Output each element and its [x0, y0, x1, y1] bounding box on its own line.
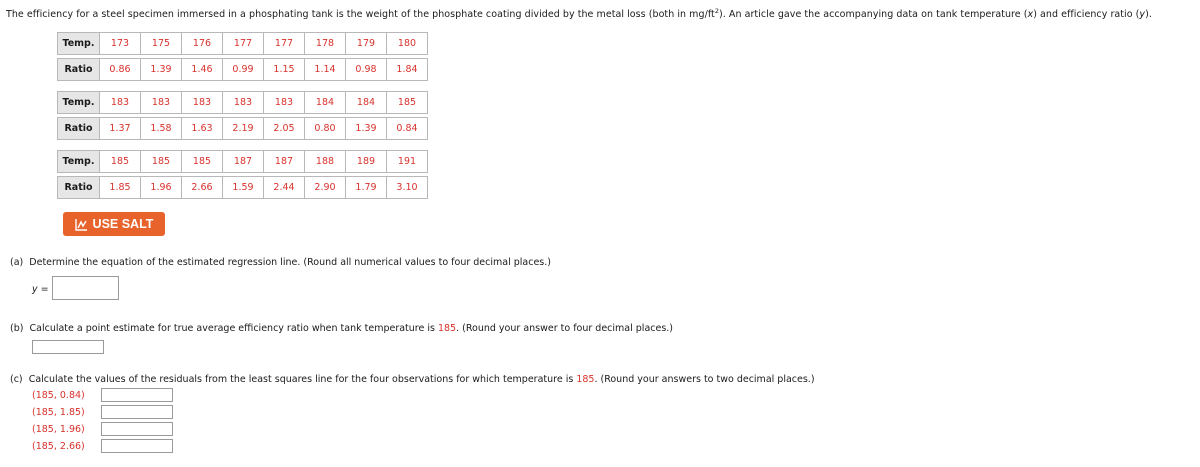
regression-equation-input[interactable]	[52, 276, 119, 300]
part-c-text: Calculate the values of the residuals from the least squares line for the four observations for which temperature is	[28, 374, 577, 385]
temp-cell: 189	[346, 151, 387, 173]
ratio-cell: 1.58	[141, 118, 182, 140]
ratio-row	[58, 59, 428, 81]
data-table-1	[57, 32, 428, 81]
temp-cell: 177	[223, 33, 264, 55]
ratio-cell: 2.66	[182, 177, 223, 199]
ratio-row	[58, 118, 428, 140]
data-table-3	[57, 150, 428, 199]
ratio-cell: 2.19	[223, 118, 264, 140]
salt-chart-icon	[75, 218, 88, 231]
use-salt-label: USE SALT	[92, 217, 154, 231]
temp-cell: 183	[100, 92, 141, 114]
data-table-2	[57, 91, 428, 140]
temp-cell: 185	[100, 151, 141, 173]
temp-cell: 191	[387, 151, 428, 173]
temp-cell: 183	[264, 92, 305, 114]
ratio-cell: 1.79	[346, 177, 387, 199]
temp-row	[58, 151, 428, 173]
y-equals-label: y =	[32, 284, 49, 295]
part-b-text: . (Round your answer to four decimal places.)	[456, 323, 674, 334]
temp-header: Temp.	[58, 33, 100, 55]
use-salt-button[interactable]	[63, 212, 165, 236]
residual-point-label: (185, 0.84)	[32, 390, 85, 401]
ratio-cell: 1.96	[141, 177, 182, 199]
temp-row	[58, 33, 428, 55]
temp-cell: 185	[182, 151, 223, 173]
temp-header: Temp.	[58, 151, 100, 173]
temp-cell: 187	[264, 151, 305, 173]
temp-cell: 179	[346, 33, 387, 55]
ratio-cell: 0.99	[223, 59, 264, 81]
ratio-cell: 2.44	[264, 177, 305, 199]
ratio-cell: 1.46	[182, 59, 223, 81]
temp-cell: 176	[182, 33, 223, 55]
ratio-header: Ratio	[58, 177, 100, 199]
temp-cell: 188	[305, 151, 346, 173]
ratio-cell: 0.86	[100, 59, 141, 81]
ratio-cell: 0.84	[387, 118, 428, 140]
intro-text: The efficiency for a steel specimen immersed in a phosphating tank is the weight of the phosphate coating divided by the metal loss (both in mg/ft	[6, 9, 715, 20]
ratio-cell: 1.15	[264, 59, 305, 81]
temp-cell: 173	[100, 33, 141, 55]
part-c-question	[10, 374, 815, 385]
problem-intro	[6, 6, 1152, 20]
residual-point-label: (185, 2.66)	[32, 441, 85, 452]
temp-cell: 180	[387, 33, 428, 55]
part-b-letter: (b)	[10, 323, 24, 334]
temp-header: Temp.	[58, 92, 100, 114]
point-estimate-input[interactable]	[32, 340, 104, 354]
ratio-cell: 1.37	[100, 118, 141, 140]
part-b-text: Calculate a point estimate for true average efficiency ratio when tank temperature is	[29, 323, 438, 334]
temp-cell: 175	[141, 33, 182, 55]
residual-input-2[interactable]	[101, 405, 173, 419]
temp-cell: 184	[305, 92, 346, 114]
residual-input-3[interactable]	[101, 422, 173, 436]
intro-text: ). An article gave the accompanying data on tank temperature (	[719, 9, 1028, 20]
ratio-cell: 1.63	[182, 118, 223, 140]
temp-cell: 183	[182, 92, 223, 114]
temp-row	[58, 92, 428, 114]
ratio-cell: 1.84	[387, 59, 428, 81]
ratio-cell: 1.59	[223, 177, 264, 199]
part-a-letter: (a)	[10, 257, 24, 268]
ratio-cell: 2.05	[264, 118, 305, 140]
intro-var-y: y	[1139, 9, 1146, 20]
temp-cell: 177	[264, 33, 305, 55]
ratio-row	[58, 177, 428, 199]
residual-input-4[interactable]	[101, 439, 173, 453]
residual-input-1[interactable]	[101, 388, 173, 402]
temp-cell: 185	[387, 92, 428, 114]
part-a-text: Determine the equation of the estimated regression line. (Round all numerical values to four decimal places.)	[29, 257, 551, 268]
ratio-cell: 1.14	[305, 59, 346, 81]
temp-cell: 187	[223, 151, 264, 173]
part-b-temperature: 185	[437, 323, 457, 334]
temp-cell: 183	[223, 92, 264, 114]
residual-point-label: (185, 1.85)	[32, 407, 85, 418]
part-c-letter: (c)	[10, 374, 23, 385]
ratio-cell: 1.39	[346, 118, 387, 140]
part-c-text: . (Round your answers to two decimal places.)	[594, 374, 815, 385]
intro-text: ).	[1145, 9, 1152, 20]
ratio-cell: 1.39	[141, 59, 182, 81]
temp-cell: 183	[141, 92, 182, 114]
ratio-cell: 1.85	[100, 177, 141, 199]
ratio-cell: 0.80	[305, 118, 346, 140]
ratio-header: Ratio	[58, 59, 100, 81]
part-b-question	[10, 323, 673, 334]
part-a-question	[10, 257, 551, 268]
residual-point-label: (185, 1.96)	[32, 424, 85, 435]
intro-text: ) and efficiency ratio (	[1033, 9, 1140, 20]
intro-var-x: x	[1027, 9, 1034, 20]
ratio-header: Ratio	[58, 118, 100, 140]
part-c-temperature: 185	[576, 374, 595, 385]
temp-cell: 178	[305, 33, 346, 55]
ratio-cell: 2.90	[305, 177, 346, 199]
temp-cell: 185	[141, 151, 182, 173]
temp-cell: 184	[346, 92, 387, 114]
ratio-cell: 0.98	[346, 59, 387, 81]
intro-superscript: 2	[714, 6, 720, 15]
ratio-cell: 3.10	[387, 177, 428, 199]
